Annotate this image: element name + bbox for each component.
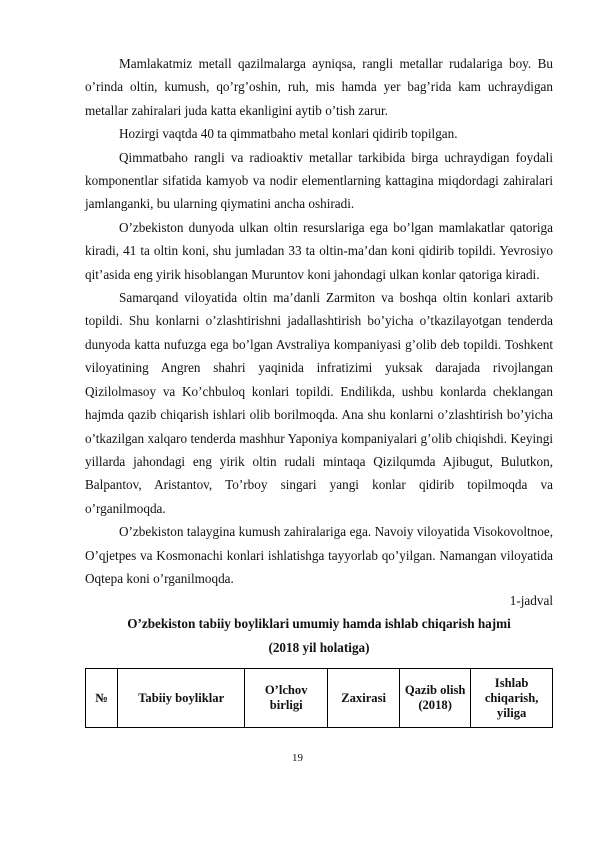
- header-production: Ishlab chiqarish, yiliga: [471, 669, 553, 728]
- header-extraction: Qazib olish (2018): [400, 669, 471, 728]
- document-page: [85, 52, 553, 728]
- header-resources: Tabiiy boyliklar: [118, 669, 245, 728]
- header-unit: O’lchov birligi: [245, 669, 328, 728]
- table-caption-line2: (2018 yil holatiga): [268, 640, 370, 656]
- table-caption-line1: O’zbekiston tabiiy boyliklari umumiy hamda ishlab chiqarish hajmi: [127, 616, 511, 632]
- header-number: №: [86, 669, 118, 728]
- paragraph-6: O’zbekiston talaygina kumush zahiralariga ega. Navoiy viloyatida Visokovoltnoe, O’qjetpes va Kosmonachi konlari ishlatishga tayyorlab qo’yilgan. Namangan viloyatida Oqtepa koni o’rganilmoqda.: [85, 524, 553, 586]
- table-header-row: [86, 669, 553, 728]
- paragraph-3: Qimmatbaho rangli va radioaktiv metallar tarkibida birga uchraydigan foydali komponentlar sifatida kamyob va nodir elementlarning kattagina miqdordagi zahiralari jamlanganki, bu ularning qiymatini ancha oshiradi.: [85, 149, 553, 212]
- natural-resources-table: [85, 668, 553, 728]
- paragraph-4: O’zbekiston dunyoda ulkan oltin resurslariga ega bo’lgan mamlakatlar qatoriga kiradi, 41 ta oltin koni, shu jumladan 33 ta oltin-ma’dan koni qidirib topildi. Yevrosiyo qit’asida eng yirik hisoblangan Muruntov koni jahondagi ulkan konlar qatoriga kiradi.: [85, 219, 553, 282]
- paragraph-1: Mamlakatmiz metall qazilmalarga ayniqsa, rangli metallar rudalariga boy. Bu o’rinda oltin, kumush, qo’rg’oshin, ruh, mis hamda yer bag’rida kam uchraydigan metallar zahiralari juda katta ekanligini aytib o’tish zarur.: [85, 56, 553, 118]
- header-reserve: Zaxirasi: [328, 669, 400, 728]
- paragraph-2: Hozirgi vaqtda 40 ta qimmatbaho metal konlari qidirib topilgan.: [119, 126, 458, 142]
- table-label: 1-jadval: [509, 593, 553, 609]
- paragraph-5: Samarqand viloyatida oltin ma’danli Zarmiton va boshqa oltin konlari axtarib topildi. Shu konlarni o’zlashtirishni jadallashtirish bo’yicha o’tkazilayotgan tenderda dunyoda katta nufuzga ega bo’lgan Avstraliya kompaniyasi g’olib deb topildi. Toshkent viloyatining Angren shahri yaqinida infratizimi yuksak darajada rivojlangan Qizilolmasoy va Ko’chbuloq konlari topildi. Endilikda, ushbu konlarda cheklangan hajmda qazib chiqarish ishlari olib borilmoqda. Ana shu konlarni o’zlashtirish bo’yicha o’tkazilgan xalqaro tenderda mashhur Yaponiya kompaniyalari g’olib chiqishdi. Keyingi yillarda jahondagi eng yirik oltin rudali mintaqa Qizilqumda Ajibugut, Bulutkon, Balpantov, Aristantov, To’rboy singari yangi konlar qidirib topilmoqda va o’rganilmoqda.: [85, 290, 553, 516]
- page-number: 19: [292, 752, 303, 764]
